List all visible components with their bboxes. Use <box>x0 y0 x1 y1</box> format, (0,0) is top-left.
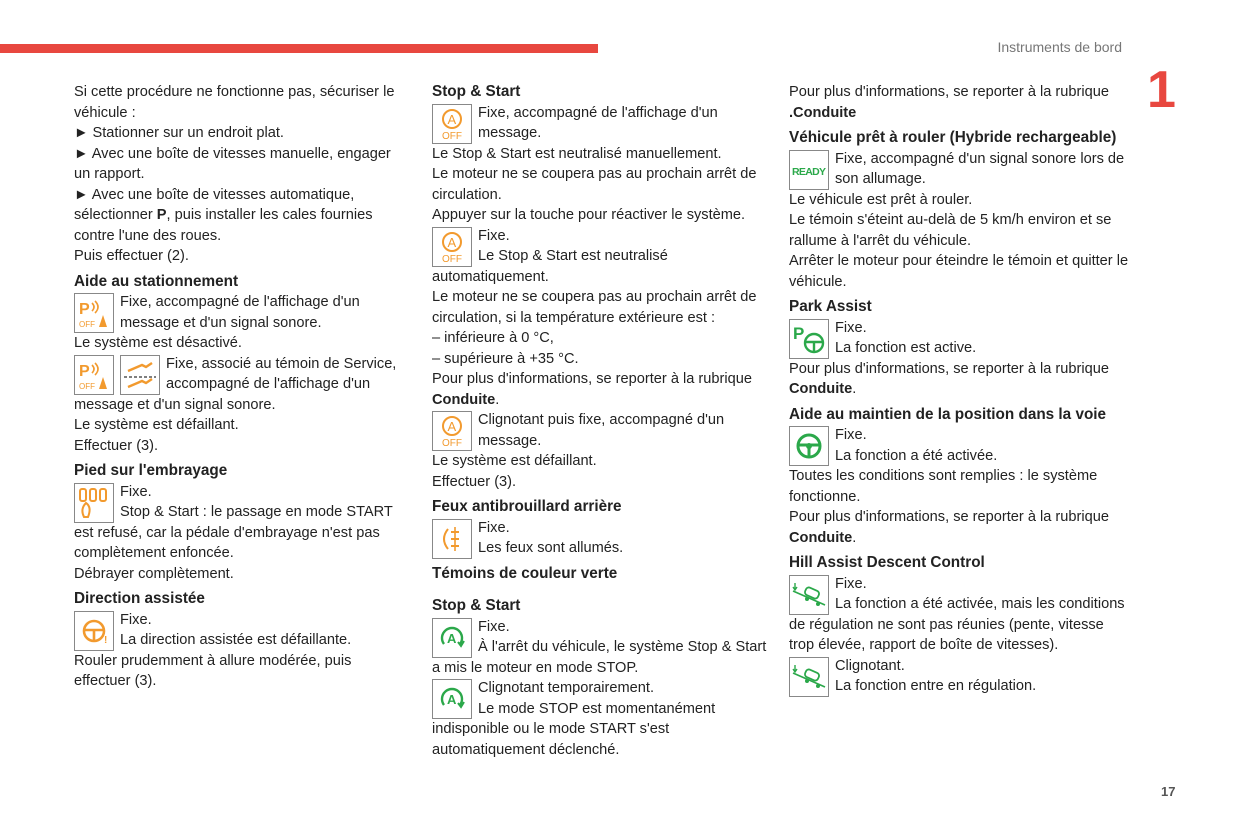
column-3 <box>789 82 1129 697</box>
lane-keeping-icon <box>789 426 829 466</box>
paragraph: Rouler prudemment à allure modérée, puis effectuer (3). <box>74 652 352 689</box>
parking-sensor-off-icon <box>74 355 114 395</box>
paragraph: Si cette procédure ne fonctionne pas, sécuriser le véhicule : <box>74 84 395 121</box>
paragraph: Le moteur ne se coupera pas au prochain arrêt de circulation. <box>432 166 757 203</box>
indicator-entry: A OFF Fixe. Le Stop & Start est neutralisé automatiquement. <box>432 227 668 285</box>
heading-stop-start: Stop & Start <box>432 83 521 100</box>
paragraph: Le Stop & Start est neutralisé manuellement. <box>432 145 722 162</box>
ready-icon <box>789 150 829 190</box>
indicator-entry: A Fixe. À l'arrêt du véhicule, le système Stop & Start a mis le moteur en mode STOP. <box>432 618 767 676</box>
indicator-entry: Fixe. Stop & Start : le passage en mode START est refusé, car la pédale d'embrayage n'est pas complètement enfoncée. <box>74 483 393 561</box>
indicator-entry: A OFF Clignotant puis fixe, accompagné d'un message. <box>432 410 772 451</box>
paragraph: Arrêter le moteur pour éteindre le témoin et quitter le véhicule. <box>789 253 1129 290</box>
paragraph: Le témoin s'éteint au-delà de 5 km/h environ et se rallume à l'arrêt du véhicule. <box>789 212 1112 249</box>
heading-direction-assistee: Direction assistée <box>74 590 205 607</box>
svg-text:P: P <box>79 301 90 318</box>
svg-text:A: A <box>447 630 457 646</box>
indicator-entry: A OFF Fixe, accompagné de l'affichage d'un message. <box>432 103 772 144</box>
parking-sensor-off-icon <box>74 293 114 333</box>
indicator-entry: A Clignotant temporairement. Le mode STOP est momentanément indisponible ou le mode START s'est automatiquement déclenché. <box>432 680 716 758</box>
heading-vehicule-pret: Véhicule prêt à rouler (Hybride rechargeable) <box>789 129 1117 146</box>
paragraph: Pour plus d'informations, se reporter à la rubrique Conduite. <box>789 360 1109 397</box>
paragraph: Pour plus d'informations, se reporter à la rubrique Conduite. <box>432 371 752 408</box>
page-number: 17 <box>1161 784 1176 799</box>
hill-descent-icon <box>789 657 829 697</box>
svg-text:READY: READY <box>792 165 826 178</box>
paragraph: Le système est défaillant. <box>74 417 239 433</box>
accent-bar <box>0 44 598 53</box>
bullet: – supérieure à +35 °C. <box>432 350 579 367</box>
paragraph: Effectuer (3). <box>432 473 517 490</box>
paragraph: Effectuer (3). <box>74 437 159 454</box>
heading-aide-stationnement: Aide au stationnement <box>74 272 239 290</box>
indicator-entry: P Fixe. La fonction est active. <box>789 318 1129 359</box>
power-steering-icon <box>74 611 114 651</box>
paragraph: Puis effectuer (2). <box>74 248 189 264</box>
heading-maintien-voie: Aide au maintien de la position dans la voie <box>789 405 1107 423</box>
indicator-entry: ! Fixe. La direction assistée est défaillante. <box>74 610 404 651</box>
paragraph: Toutes les conditions sont remplies : le système fonctionne. <box>789 468 1098 505</box>
paragraph: Le véhicule est prêt à rouler. <box>789 191 973 208</box>
stop-start-off-icon <box>432 104 472 144</box>
indicator-entry: Fixe. La fonction a été activée, mais les conditions de régulation ne sont pas réunies (pente, vitesse trop élevée, rapport de boîte de vitesses). <box>789 575 1125 653</box>
bullet: ► Stationner sur un endroit plat. <box>74 125 284 141</box>
stop-start-off-icon <box>432 227 472 267</box>
paragraph: Pour plus d'informations, se reporter à la rubrique .Conduite <box>789 84 1109 121</box>
svg-text:A: A <box>447 111 457 127</box>
paragraph: Appuyer sur la touche pour réactiver le système. <box>432 207 746 223</box>
heading-feux-antibrouillard: Feux antibrouillard arrière <box>432 498 622 515</box>
column-2 <box>432 82 772 760</box>
indicator-entry: P OFF Fixe, accompagné de l'affichage d'un message et d'un signal sonore. <box>74 292 404 333</box>
heading-park-assist: Park Assist <box>789 298 872 315</box>
svg-text:P: P <box>793 323 805 343</box>
bullet: ► Avec une boîte de vitesses manuelle, engager un rapport. <box>74 145 391 182</box>
heading-stop-start-green: Stop & Start <box>432 597 521 614</box>
indicator-entry: Fixe. Les feux sont allumés. <box>432 518 772 559</box>
svg-text:OFF: OFF <box>79 320 95 329</box>
svg-text:A: A <box>447 692 457 707</box>
svg-text:OFF: OFF <box>442 130 462 142</box>
service-wrench-icon <box>120 355 160 395</box>
bullet: – inférieure à 0 °C, <box>432 330 554 346</box>
heading-temoins-verts: Témoins de couleur verte <box>432 564 618 582</box>
svg-text:OFF: OFF <box>79 381 95 391</box>
park-assist-icon <box>789 319 829 359</box>
paragraph: Le système est désactivé. <box>74 335 242 351</box>
svg-text:A: A <box>447 234 457 250</box>
heading-hill-assist: Hill Assist Descent Control <box>789 554 985 571</box>
svg-text:OFF: OFF <box>442 438 462 449</box>
indicator-entry: P OFF Fixe, associé au témoin de Service, accompagné de l'affichage d'un message et d'un signal sonore. <box>74 355 397 413</box>
indicator-entry: Fixe. La fonction a été activée. <box>789 425 1129 466</box>
paragraph: Pour plus d'informations, se reporter à la rubrique Conduite. <box>789 509 1109 546</box>
stop-start-active-icon <box>432 618 472 658</box>
stop-start-active-icon <box>432 679 472 719</box>
svg-text:A: A <box>447 419 457 434</box>
hill-descent-icon <box>789 575 829 615</box>
paragraph: Débrayer complètement. <box>74 565 234 582</box>
heading-pied-embrayage: Pied sur l'embrayage <box>74 462 228 479</box>
section-title: Instruments de bord <box>997 39 1122 55</box>
clutch-foot-icon <box>74 483 114 523</box>
chapter-number: 1 <box>1147 61 1176 119</box>
svg-text:P: P <box>79 362 90 380</box>
indicator-entry: Clignotant. La fonction entre en régulation. <box>789 656 1129 697</box>
rear-fog-light-icon <box>432 519 472 559</box>
stop-start-off-icon <box>432 411 472 451</box>
svg-text:OFF: OFF <box>442 253 462 265</box>
indicator-entry: READY Fixe, accompagné d'un signal sonore lors de son allumage. <box>789 149 1129 190</box>
paragraph: Le système est défaillant. <box>432 453 597 469</box>
svg-text:!: ! <box>104 634 108 646</box>
column-1 <box>74 82 404 692</box>
paragraph: Le moteur ne se coupera pas au prochain arrêt de circulation, si la température extérieure est : <box>432 289 757 326</box>
bullet: ► Avec une boîte de vitesses automatique, sélectionner P, puis installer les cales fournies contre l'une des roues. <box>74 186 373 244</box>
